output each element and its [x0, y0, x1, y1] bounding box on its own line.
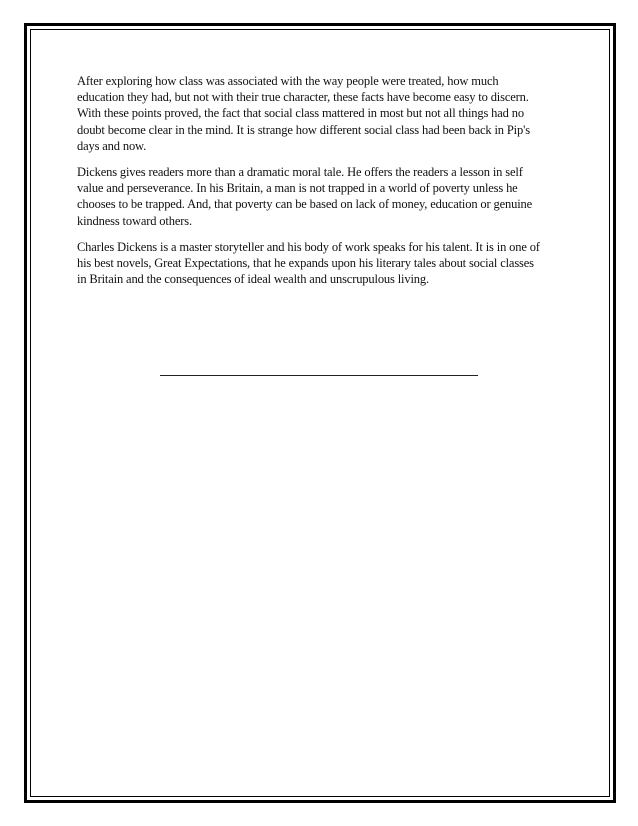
document-body [77, 73, 577, 297]
paragraph-dickens-storyteller: Charles Dickens is a master storyteller and his body of work speaks for his talent. It is in one of his best novels, Great Expectations, that he expands upon his literary tales about social classes in Britain and the consequences of ideal wealth and unscrupulous living. [77, 239, 540, 287]
paragraph-moral-lesson: Dickens gives readers more than a dramatic moral tale. He offers the readers a lesson in self value and perseverance. In his Britain, a man is not trapped in a world of poverty unless he chooses to be trapped. And, that poverty can be based on lack of money, education or genuine kindness toward others. [77, 165, 533, 228]
section-separator-line [160, 375, 478, 376]
paragraph-class-conclusion: After exploring how class was associated with the way people were treated, how much education they had, but not with their true character, these facts have become easy to discern. With these points proved, the fact that social class mattered in most but not all things had no doubt become clear in the mind. It is strange how different social class had been back in Pip's days and now. [77, 74, 530, 153]
